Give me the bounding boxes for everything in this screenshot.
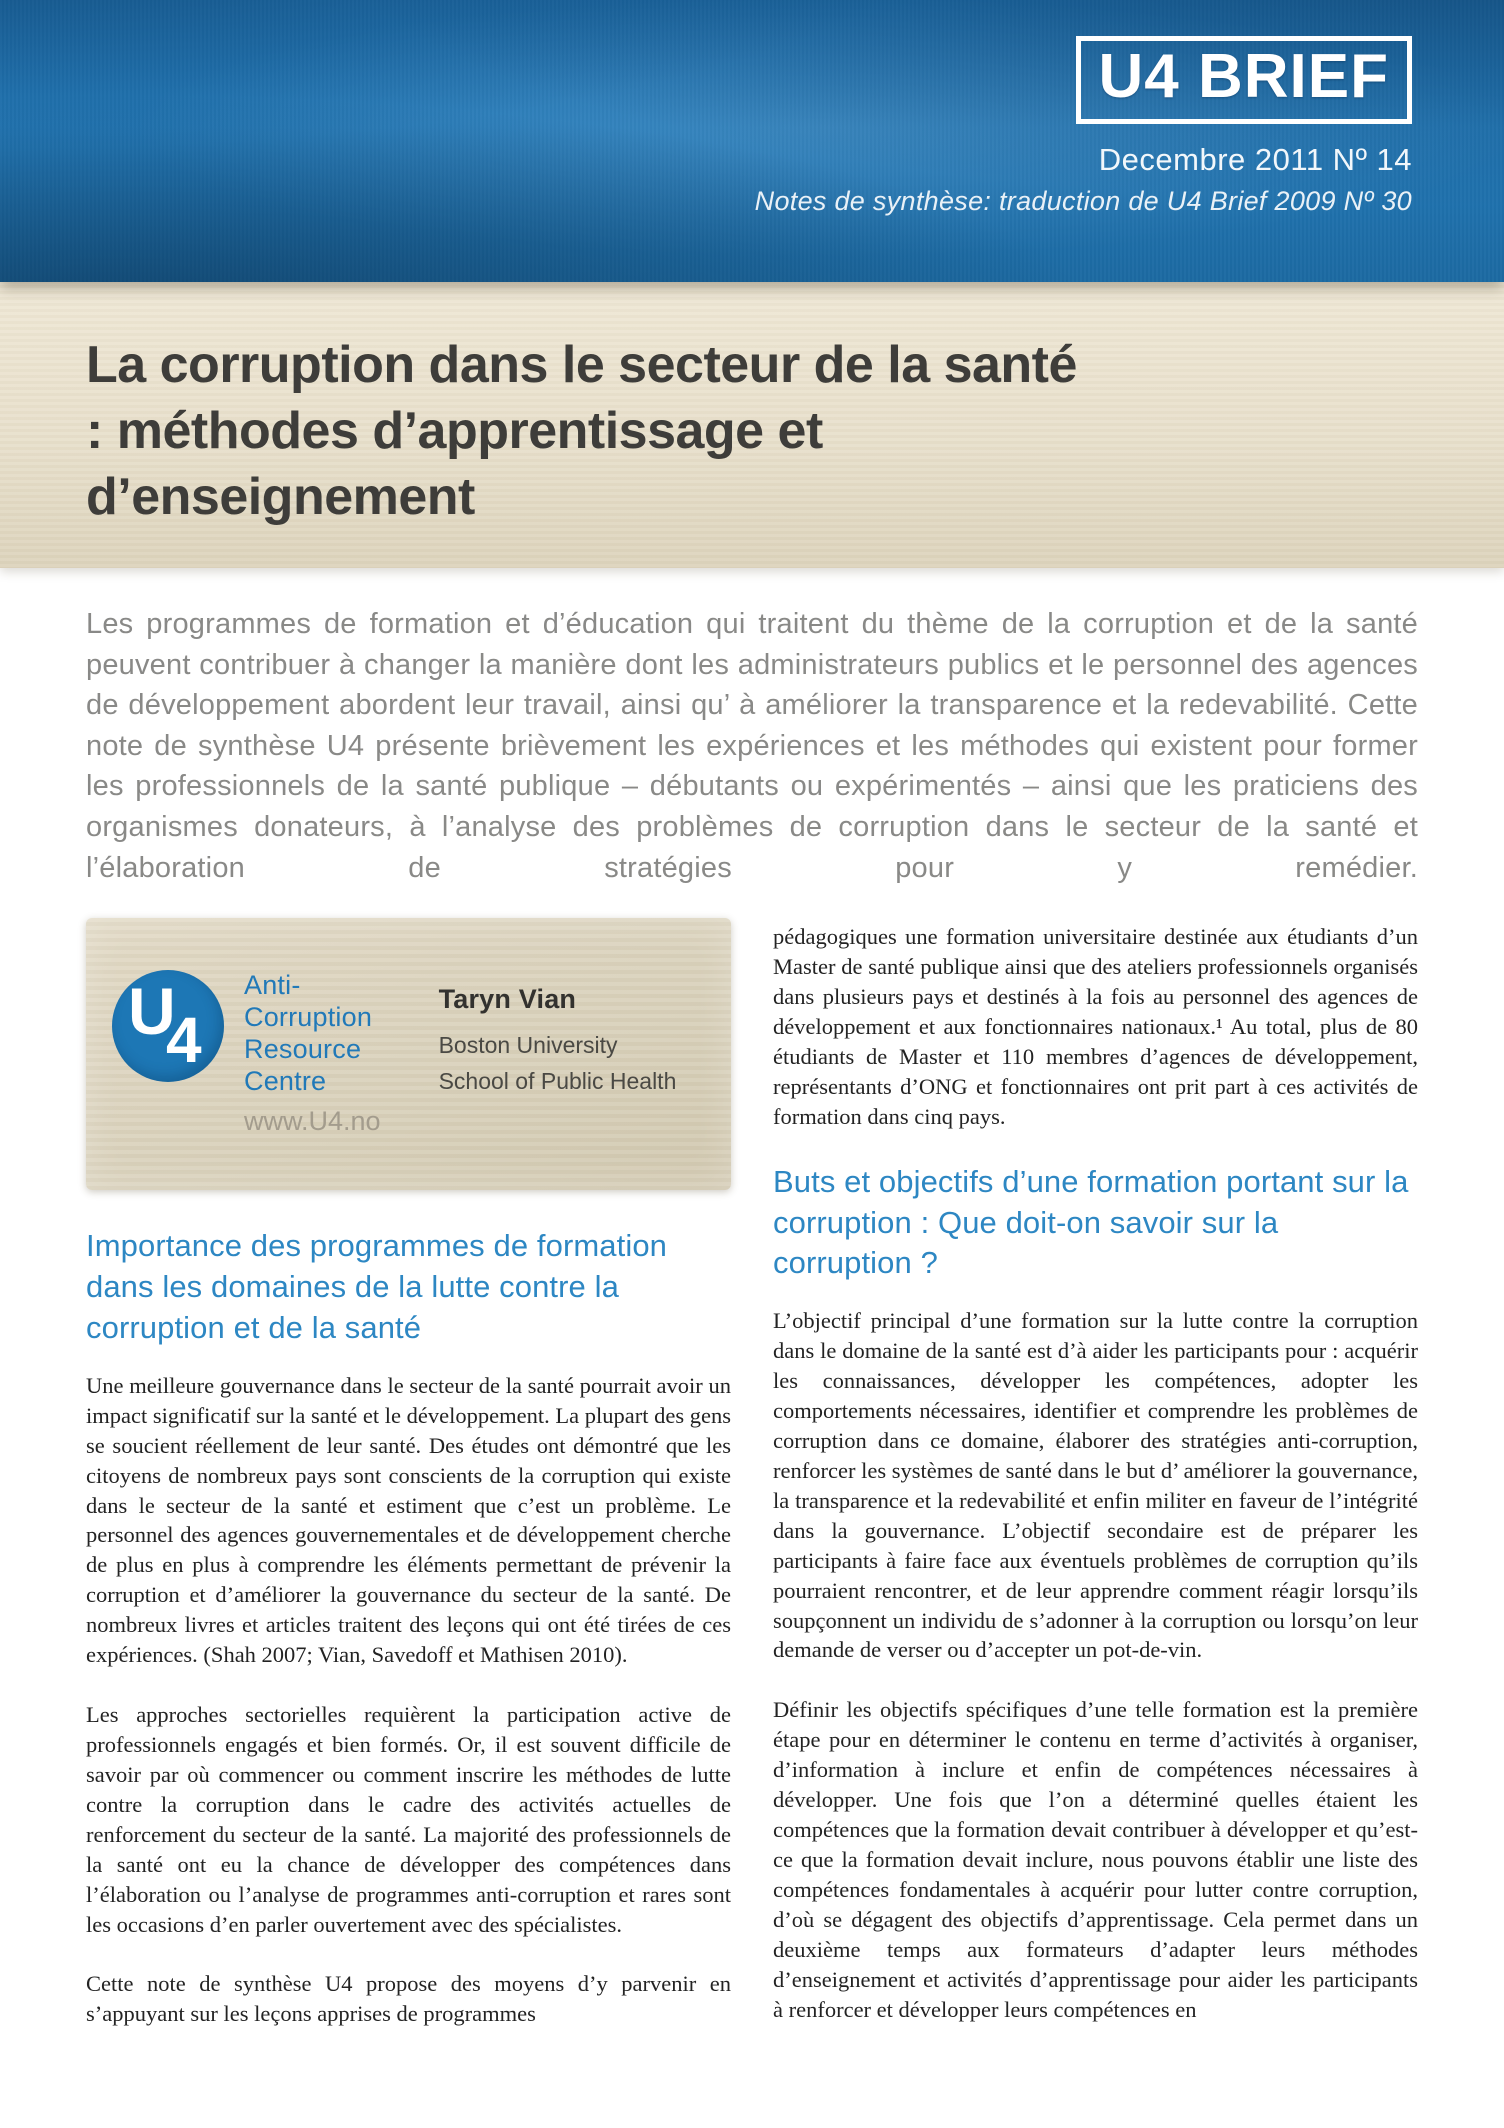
- paragraph: pédagogiques une formation universitaire destinée aux étudiants d’un Master de santé publique ainsi que des ateliers professionnels organisés dans plusieurs pays et destinés à la fois au personnel des agences de développement et aux fonctionnaires nationaux.¹ Au total, plus de 80 étudiants de Master et 110 membres d’agences de développement, représentants d’ONG et fonctionnaires ont prit part à ces activités de formation dans cinq pays.: [773, 924, 1418, 1129]
- u4-brief-logo: [1076, 36, 1412, 124]
- paragraph: L’objectif principal d’une formation sur la lutte contre la corruption dans le domaine de la santé est d’à aider les participants pour : acquérir les connaissances, développer les compétences, adopter les comportements nécessaires, identifier et comprendre les problèmes de corruption dans ce domaine, élaborer des stratégies anti-corruption, renforcer les systèmes de santé dans le but d’ améliorer la gouvernance, la transparence et la redevabilité et enfin militer en faveur de l’intégrité dans la gouvernance. L’objectif secondaire est de préparer les participants à faire face aux éventuels problèmes de corruption qu’ils pourraient rencontrer, et de leur apprendre comment réagir lorsqu’ils soupçonnent un individu de s’adonner à la corruption ou lorsqu’on leur demande de verser ou d’accepter un pot-de-vin.: [773, 1308, 1418, 1663]
- paragraph: Les approches sectorielles requièrent la participation active de professionnels engagés et bien formés. Or, il est souvent difficile de savoir par où commencer ou comment inscrire les méthodes de lutte contre la corruption dans le cadre des activités actuelles de renforcement du secteur de la santé. La majorité des professionnels de la santé ont eu la chance de développer des compétences dans l’élaboration ou l’analyse de programmes anti-corruption et rares sont les occasions d’en parler ouvertement avec des spécialistes.: [86, 1702, 731, 1937]
- org-line: Corruption: [244, 1002, 373, 1033]
- intro-section: [0, 568, 1504, 888]
- header-band: [0, 0, 1504, 282]
- intro-paragraph: Les programmes de formation et d’éducation qui traitent du thème de la corruption et de la santé peuvent contribuer à changer la manière dont les administrateurs publics et le personnel des agences de développement abordent leur travail, ainsi qu’ à améliorer la transparence et la redevabilité. Cette note de synthèse U4 présente brièvement les expériences et les méthodes qui existent pour former les professionnels de la santé publique – débutants ou expérimentés – ainsi que les praticiens des organismes donateurs, à l’analyse des problèmes de corruption dans le secteur de la santé et l’élaboration de stratégies pour y remédier.: [86, 608, 1418, 884]
- org-line: Resource: [244, 1033, 362, 1064]
- paragraph: Définir les objectifs spécifiques d’une telle formation est la première étape pour en déterminer le contenu en terme d’activités à organiser, d’information à inclure et enfin de compétences nécessaires à développer. Une fois que l’on a déterminé quelles étaient les compétences que la formation devait contribuer à développer et qu’est-ce que la formation devait inclure, nous pouvons établir une liste des compétences fondamentales à acquérir pour lutter contre corruption, d’où se dégagent des objectifs d’apprentissage. Cela permet dans un deuxième temps aux formateurs d’adapter leurs méthodes d’enseignement et activités d’apprentissage pour aider les participants à renforcer et développer leurs compétences en: [773, 1697, 1418, 2022]
- u4-logo-icon: [112, 970, 224, 1082]
- author-name: Taryn Vian: [438, 984, 577, 1015]
- section-heading-importance: Importance des programmes de formation dans les domaines de la lutte contre la corruption et de la santé: [86, 1228, 668, 1345]
- right-column: [773, 918, 1418, 2059]
- org-url: www.U4.no: [244, 1105, 381, 1136]
- author-affiliation-2: School of Public Health: [438, 1067, 677, 1094]
- left-column: [86, 918, 731, 2059]
- section-heading-buts-objectifs: Buts et objectifs d’une formation portant sur la corruption : Que doit-on savoir sur la corruption ?: [773, 1163, 1409, 1281]
- author-card: [86, 918, 731, 1190]
- org-name-block: [244, 970, 381, 1190]
- org-line: Anti-: [244, 970, 301, 1001]
- content-columns: [0, 888, 1504, 2059]
- u4-logo-letter-4: 4: [166, 1004, 202, 1077]
- page-title: La corruption dans le secteur de la santé : méthodes d’apprentissage et d’enseignement: [86, 336, 1077, 527]
- date-line: Decembre 2011 Nº 14: [1098, 142, 1412, 178]
- org-line: Centre: [244, 1065, 327, 1096]
- author-block: [439, 970, 677, 1190]
- paragraph: Cette note de synthèse U4 propose des moyens d’y parvenir en s’appuyant sur les leçons apprises de programmes: [86, 1971, 731, 2027]
- u4-logo-letter-u: U: [128, 974, 176, 1049]
- subtitle-line: Notes de synthèse: traduction de U4 Brief 2009 Nº 30: [754, 186, 1412, 217]
- author-affiliation-1: Boston University: [438, 1032, 618, 1059]
- title-band: [0, 282, 1504, 568]
- brand-text: U4 BRIEF: [1098, 42, 1389, 111]
- paragraph: Une meilleure gouvernance dans le secteur de la santé pourrait avoir un impact significatif sur la santé et le développement. La plupart des gens se soucient réellement de leur santé. Des études ont démontré que les citoyens de nombreux pays sont conscients de la corruption qui existe dans le secteur de la santé et estiment que c’est un problème. Le personnel des agences gouvernementales et de développement cherche de plus en plus à comprendre les éléments permettant de prévenir la corruption et d’améliorer la gouvernance du secteur de la santé. De nombreux livres et articles traitent des leçons qui ont été tirées de ces expériences. (Shah 2007; Vian, Savedoff et Mathisen 2010).: [86, 1372, 731, 1668]
